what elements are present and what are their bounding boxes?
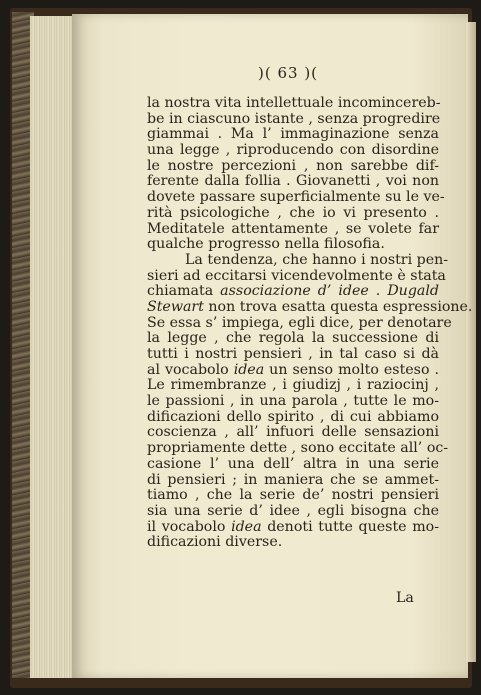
text-line (147, 206, 439, 222)
text-run: la legge , che regola la successione di (147, 330, 439, 347)
text-run: La tendenza, che hanno i nostri pen- (185, 251, 449, 268)
text-line (147, 488, 439, 504)
text-run: Se essa s’ impiega, egli dice, per denotare (147, 314, 452, 331)
italic-text: Dugald (387, 283, 439, 300)
text-line (147, 96, 439, 112)
text-run: Meditatele attentamente , se volete far (147, 220, 439, 237)
text-line (147, 284, 439, 300)
page-text (147, 95, 473, 551)
text-run: dificazioni dello spirito , di cui abbiamo (147, 408, 439, 425)
text-run: le nostre percezioni , non sarebbe dif- (147, 157, 439, 174)
text-line (147, 363, 439, 379)
text-line (147, 189, 445, 206)
text-run: denoti tutte queste mo- (261, 518, 439, 535)
text-run: casione l’ una dell’ altra in una serie (147, 455, 439, 472)
text-line (147, 298, 473, 316)
page-number-header: )( 63 )( (258, 64, 319, 82)
text-line (147, 143, 439, 159)
text-line (147, 222, 439, 238)
text-line (147, 251, 449, 269)
italic-text: associazione d’ idee (220, 283, 369, 300)
facing-page-edge (466, 22, 476, 662)
text-line (147, 457, 439, 473)
text-run: be in ciascuno istante , senza progredire (147, 110, 441, 127)
text-run: chiamata (147, 283, 221, 300)
text-run: dificazioni diverse. (147, 534, 283, 551)
text-run: sieri ad eccitarsi vicendevolmente è stata (147, 267, 446, 284)
text-run: non trova esatta questa espressione. (203, 298, 473, 315)
text-line (147, 504, 439, 520)
text-run: Le rimembranze , i giudizj , i raziocinj , (147, 377, 439, 394)
text-line (147, 127, 439, 143)
text-run: qualche progresso nella filosofia. (147, 236, 385, 253)
italic-text: idea (231, 518, 262, 535)
text-run: una legge , riproducendo con disordine (147, 142, 439, 159)
text-line (147, 237, 439, 253)
text-run: il vocabolo (147, 518, 232, 535)
text-line (147, 159, 439, 175)
text-run: un senso molto esteso . (264, 361, 440, 378)
text-run: ferente dalla follia . Giovanetti , voi non (147, 173, 439, 190)
text-line (147, 473, 439, 489)
italic-text: idea (233, 361, 265, 378)
text-run: rità psicologiche , che io vi presento . (147, 204, 439, 221)
catchword: La (396, 590, 414, 606)
page-edges (30, 16, 74, 678)
text-run: propriamente dette , sono eccitate all’ oc- (147, 440, 449, 457)
text-run: giammai . Ma l’ immaginazione senza (147, 126, 439, 143)
text-line (147, 267, 446, 285)
text-run: tutti i nostri pensieri , in tal caso si dà (147, 346, 439, 362)
text-line (147, 410, 439, 426)
text-line (147, 520, 439, 536)
text-run: le passioni , in una parola , tutte le mo- (147, 393, 439, 410)
text-line (147, 174, 439, 190)
text-run: di pensieri ; in maniera che se ammet- (147, 471, 439, 488)
text-line (147, 112, 439, 128)
text-run: tiamo , che la serie de’ nostri pensieri (147, 487, 439, 504)
italic-text: Stewart (147, 298, 204, 315)
text-line (147, 425, 439, 441)
text-run: . (368, 283, 388, 300)
text-run: dovete passare superficialmente su le ve- (147, 189, 445, 206)
text-run: sia una serie d’ idee , egli bisogna che (147, 502, 439, 519)
text-run: la nostra vita intellettuale incomincereb- (147, 95, 441, 111)
text-line (147, 331, 439, 347)
text-run: coscienza , all’ infuori delle sensazioni (147, 424, 439, 441)
text-line (147, 440, 449, 457)
text-line (147, 378, 439, 394)
text-line (147, 314, 452, 332)
text-run: al vocabolo (147, 361, 234, 378)
text-line (147, 394, 439, 410)
text-line (147, 347, 439, 363)
text-line (147, 535, 439, 551)
